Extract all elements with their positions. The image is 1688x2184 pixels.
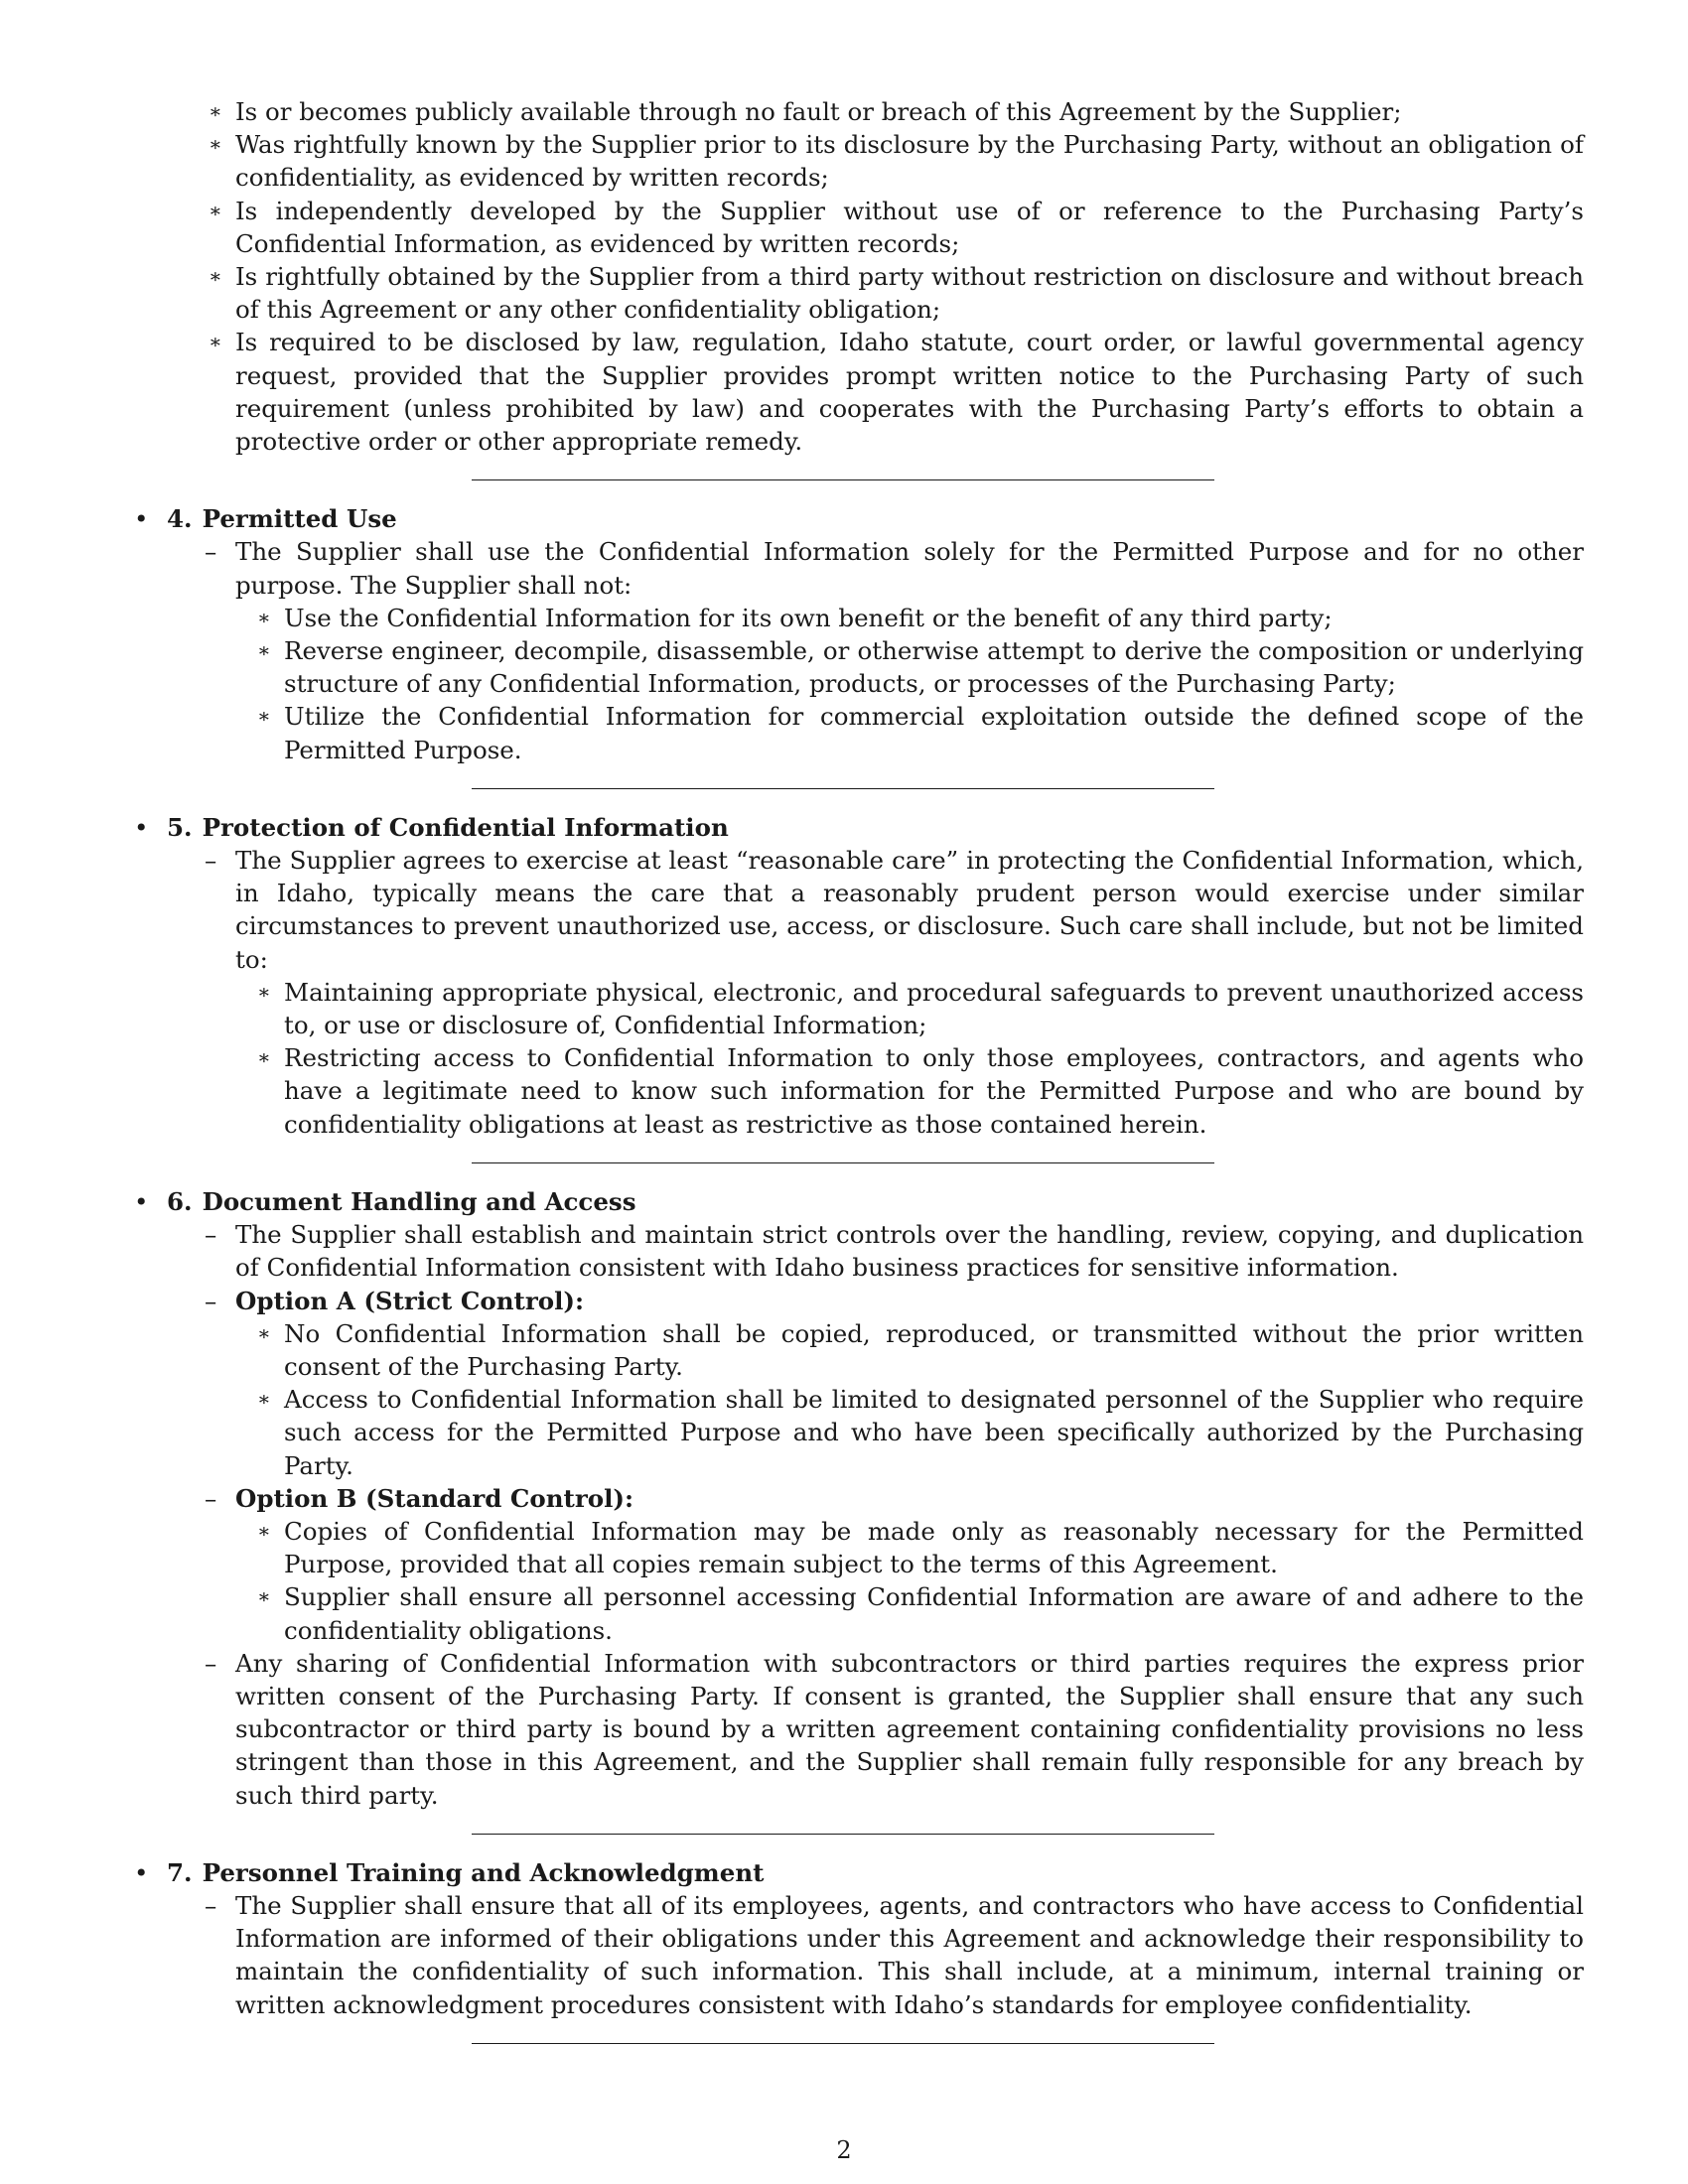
- list-item: – The Supplier agrees to exercise at least “reasonable care” in protecting the Confidential Information, which, in Idaho, typically means the care that a reasonably prudent person would exercise under similar circumstances to prevent unauthorized use, access, or disclosure. Such care shall include, but not be limited to: ∗ Maintaining appropriate physical, electronic, and procedural safeguards to prevent unauthorized access to, or use or disclosure of, Confidential Information; ∗ Restricting access to Confidential Information to only those employees, contractors, and agents who have a legitimate need to know such information for the Permitted Purpose and who are bound by confidentiality obligations at least as restrictive as those contained herein.: [203, 844, 1584, 1141]
- section-heading: • 5. Protection of Confidential Information: [167, 812, 729, 842]
- page-number: 2: [836, 2136, 852, 2164]
- continued-exclusions-list: [187, 95, 1584, 458]
- section-divider: [134, 2021, 1584, 2066]
- list-item: ∗ Reverse engineer, decompile, disassemble, or otherwise attempt to derive the composition or underlying structure of any Confidential Information, products, or processes of the Purchasing Party;: [255, 634, 1584, 700]
- list-item: ∗ Is required to be disclosed by law, regulation, Idaho statute, court order, or lawful governmental agency request, provided that the Supplier provides prompt written notice to the Purchasing Party of such requirement (unless prohibited by law) and cooperates with the Purchasing Party’s efforts to obtain a protective order or other appropriate remedy.: [207, 326, 1584, 458]
- section-title: Permitted Use: [202, 504, 397, 534]
- list-item: ∗ Is or becomes publicly available through no fault or breach of this Agreement by the Supplier;: [207, 95, 1584, 128]
- list-item: – The Supplier shall use the Confidential Information solely for the Permitted Purpose and for no other purpose. The Supplier shall not: ∗ Use the Confidential Information for its own benefit or the benefit of any third party; ∗ Reverse engineer, decompile, disassemble, or otherwise attempt to derive the composition or underlying structure of any Confidential Information, products, or processes of the Purchasing Party; ∗ Utilize the Confidential Information for commercial exploitation outside the defined scope of the Permitted Purpose.: [203, 535, 1584, 765]
- list-item: ∗ Is independently developed by the Supplier without use of or reference to the Purchasing Party’s Confidential Information, as evidenced by written records;: [207, 195, 1584, 260]
- section-5: [134, 811, 1584, 1141]
- list-item: – The Supplier shall establish and maintain strict controls over the handling, review, copying, and duplication of Confidential Information consistent with Idaho business practices for sensitive information.: [203, 1218, 1584, 1284]
- list-item: ∗ Restricting access to Confidential Information to only those employees, contractors, and agents who have a legitimate need to know such information for the Permitted Purpose and who are bound by confidentiality obligations at least as restrictive as those contained herein.: [255, 1041, 1584, 1141]
- section-heading: • 7. Personnel Training and Acknowledgment: [167, 1857, 765, 1887]
- list-item: ∗ Use the Confidential Information for its own benefit or the benefit of any third party;: [255, 602, 1584, 634]
- section-heading: • 4. Permitted Use: [167, 504, 397, 534]
- section-4: [134, 502, 1584, 766]
- section-title: Personnel Training and Acknowledgment: [202, 1857, 765, 1887]
- list-item: ∗ Is rightfully obtained by the Supplier from a third party without restriction on disclosure and without breach of this Agreement or any other confidentiality obligation;: [207, 260, 1584, 326]
- list-item: ∗ Access to Confidential Information shall be limited to designated personnel of the Supplier who require such access for the Permitted Purpose and who have been specifically authorized by the Purchasing Party.: [255, 1383, 1584, 1482]
- option-b-label: – Option B (Standard Control):: [235, 1483, 634, 1513]
- section-divider: [134, 458, 1584, 502]
- section-6: [134, 1185, 1584, 1812]
- section-7: [134, 1856, 1584, 2021]
- list-item: ∗ No Confidential Information shall be copied, reproduced, or transmitted without the prior written consent of the Purchasing Party.: [255, 1317, 1584, 1383]
- option-b: [203, 1482, 1584, 1647]
- list-item: – Any sharing of Confidential Information with subcontractors or third parties requires the express prior written consent of the Purchasing Party. If consent is granted, the Supplier shall ensure that any such subcontractor or third party is bound by a written agreement containing confidentiality provisions no less stringent than those in this Agreement, and the Supplier shall remain fully responsible for any breach by such third party.: [203, 1647, 1584, 1812]
- document-body: [134, 95, 1584, 2066]
- section-divider: [134, 1141, 1584, 1185]
- list-item: ∗ Maintaining appropriate physical, electronic, and procedural safeguards to prevent unauthorized access to, or use or disclosure of, Confidential Information;: [255, 976, 1584, 1041]
- section-divider: [134, 766, 1584, 811]
- section-title: Document Handling and Access: [202, 1186, 636, 1216]
- option-a: [203, 1285, 1584, 1482]
- list-item: ∗ Copies of Confidential Information may be made only as reasonably necessary for the Permitted Purpose, provided that all copies remain subject to the terms of this Agreement.: [255, 1515, 1584, 1580]
- option-a-label: – Option A (Strict Control):: [235, 1286, 585, 1315]
- section-divider: [134, 1812, 1584, 1856]
- list-item: – The Supplier shall ensure that all of its employees, agents, and contractors who have access to Confidential Information are informed of their obligations under this Agreement and acknowledge their responsibility to maintain the confidentiality of such information. This shall include, at a minimum, internal training or written acknowledgment procedures consistent with Idaho’s standards for employee confidentiality.: [203, 1889, 1584, 2021]
- list-item: ∗ Supplier shall ensure all personnel accessing Confidential Information are aware of and adhere to the confidentiality obligations.: [255, 1580, 1584, 1646]
- section-heading: • 6. Document Handling and Access: [167, 1186, 636, 1216]
- section-title: Protection of Confidential Information: [202, 812, 729, 842]
- list-item: ∗ Utilize the Confidential Information for commercial exploitation outside the defined scope of the Permitted Purpose.: [255, 700, 1584, 765]
- list-item: ∗ Was rightfully known by the Supplier prior to its disclosure by the Purchasing Party, without an obligation of confidentiality, as evidenced by written records;: [207, 128, 1584, 194]
